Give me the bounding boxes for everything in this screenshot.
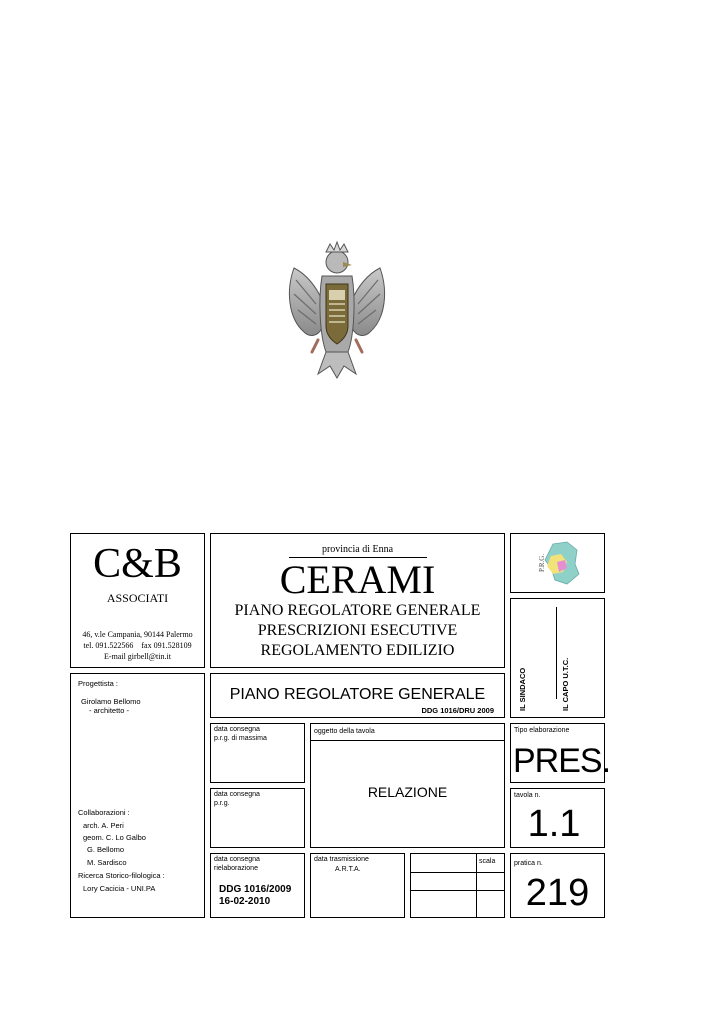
trasmissione-value: A.R.T.A.	[335, 866, 361, 873]
pratica-value: 219	[525, 872, 590, 914]
consegna-massima-box	[210, 723, 305, 783]
tavola-value: 1.1	[527, 803, 581, 845]
project-line-2: PRESCRIZIONI ESECUTIVE	[257, 622, 458, 639]
prg-logo-box	[510, 533, 605, 593]
collaboratori-label: Collaborazioni :	[78, 808, 130, 817]
sindaco-label: IL SINDACO	[518, 667, 527, 711]
tavola-label: tavola n.	[514, 792, 541, 799]
tipo-value: PRES.	[513, 742, 611, 780]
plan-decree: DDG 1016/DRU 2009	[421, 706, 494, 715]
plan-box	[210, 673, 505, 718]
project-line-3: REGOLAMENTO EDILIZIO	[260, 642, 455, 659]
collaboratore-4: M. Sardisco	[87, 858, 127, 867]
firm-box	[70, 533, 205, 668]
plan-title: PIANO REGOLATORE GENERALE	[229, 686, 486, 703]
consegna-massima-label: data consegna p.r.g. di massima	[214, 726, 267, 742]
tipo-label: Tipo elaborazione	[514, 727, 570, 734]
consegna-prg-label: data consegna p.r.g.	[214, 791, 260, 807]
collaboratore-2: geom. C. Lo Galbo	[83, 833, 146, 842]
scala-column-divider	[476, 854, 477, 917]
oggetto-box	[310, 723, 505, 848]
town-box	[210, 533, 505, 668]
progettista-role: - architetto -	[89, 706, 130, 715]
collaboratore-1: arch. A. Peri	[83, 821, 124, 830]
signatures-box	[510, 598, 605, 718]
province-label: provincia di Enna	[321, 544, 394, 555]
scala-row-divider-1	[411, 872, 504, 873]
pratica-box	[510, 853, 605, 918]
consegna-rielaborazione-value: DDG 1016/2009 16-02-2010	[219, 884, 292, 907]
scala-row-divider-2	[411, 890, 504, 891]
firm-phone: tel. 091.522566 fax 091.528109	[83, 641, 192, 650]
trasmissione-box	[310, 853, 405, 918]
consegna-prg-box	[210, 788, 305, 848]
scala-box	[410, 853, 505, 918]
firm-address: 46, v.le Campania, 90144 Palermo	[82, 630, 193, 639]
progettista-label: Progettista :	[78, 679, 119, 688]
oggetto-divider	[311, 740, 504, 741]
pratica-label: pratica n.	[514, 860, 543, 867]
capo-utc-label: IL CAPO U.T.C.	[561, 657, 570, 711]
consegna-rielaborazione-box	[210, 853, 305, 918]
ricerca-label: Ricerca Storico-filologica :	[78, 871, 165, 880]
ricerca-name: Lory Cacicia - UNI.PA	[83, 884, 156, 893]
tavola-box	[510, 788, 605, 848]
firm-subtitle: ASSOCIATI	[106, 591, 169, 605]
firm-email: E-mail girbell@tin.it	[104, 652, 171, 661]
people-box	[70, 673, 205, 918]
trasmissione-label: data trasmissione	[314, 856, 369, 863]
collaboratore-3: G. Bellomo	[87, 845, 125, 854]
town-name: CERAMI	[279, 557, 436, 602]
coat-of-arms-emblem	[282, 240, 392, 380]
oggetto-label: oggetto della tavola	[314, 728, 375, 735]
progettista-name: Girolamo Bellomo	[81, 697, 141, 706]
signature-divider	[556, 607, 557, 699]
project-line-1: PIANO REGOLATORE GENERALE	[234, 602, 481, 619]
consegna-rielaborazione-label: data consegna rielaborazione	[214, 856, 260, 872]
oggetto-value: RELAZIONE	[367, 784, 448, 800]
prg-logo-text: P.R.G.	[538, 553, 546, 572]
firm-name: C&B	[93, 541, 182, 587]
tipo-box	[510, 723, 611, 783]
scala-label: scala	[479, 858, 496, 865]
